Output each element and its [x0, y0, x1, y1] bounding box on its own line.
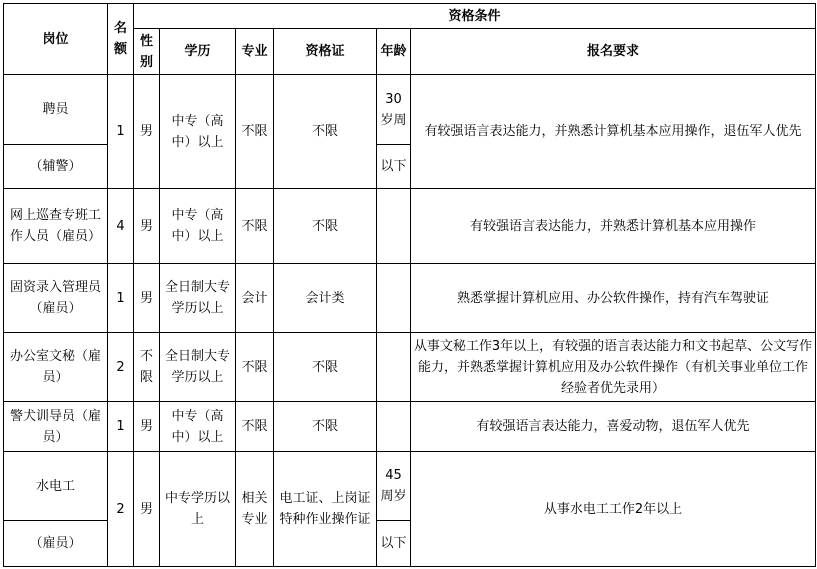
- post-cell: 固资录入管理员（雇员）: [4, 264, 108, 333]
- header-age: 年龄: [377, 29, 411, 75]
- post-cell: 警犬训导员（雇员）: [4, 402, 108, 452]
- post-cell: （雇员）: [4, 521, 108, 567]
- major-cell: 不限: [236, 402, 274, 452]
- gender-cell: 不限: [134, 333, 160, 402]
- education-cell: 中专学历以上: [160, 452, 236, 567]
- post-cell: 水电工: [4, 452, 108, 521]
- header-requirements: 报名要求: [411, 29, 816, 75]
- quota-cell: 1: [108, 264, 134, 333]
- age-cell: [377, 333, 411, 402]
- gender-cell: 男: [134, 452, 160, 567]
- gender-cell: 男: [134, 75, 160, 189]
- requirements-cell: 熟悉掌握计算机应用、办公软件操作，持有汽车驾驶证: [411, 264, 816, 333]
- quota-cell: 2: [108, 452, 134, 567]
- header-qualifications: 资格条件: [134, 4, 816, 29]
- age-cell: 30岁周: [377, 75, 411, 145]
- header-certificate: 资格证: [274, 29, 377, 75]
- education-cell: 中专（高中）以上: [160, 189, 236, 264]
- requirements-cell: 有较强语言表达能力，喜爱动物，退伍军人优先: [411, 402, 816, 452]
- header-education: 学历: [160, 29, 236, 75]
- age-cell: [377, 264, 411, 333]
- header-major: 专业: [236, 29, 274, 75]
- quota-cell: 1: [108, 75, 134, 189]
- major-cell: 不限: [236, 189, 274, 264]
- gender-cell: 男: [134, 402, 160, 452]
- recruitment-table: [3, 3, 816, 567]
- age-cell: 以下: [377, 145, 411, 189]
- gender-cell: 男: [134, 264, 160, 333]
- requirements-cell: 有较强语言表达能力，并熟悉计算机基本应用操作，退伍军人优先: [411, 75, 816, 189]
- age-cell: 45周岁: [377, 452, 411, 521]
- gender-cell: 男: [134, 189, 160, 264]
- certificate-cell: 不限: [274, 189, 377, 264]
- certificate-cell: 会计类: [274, 264, 377, 333]
- certificate-cell: 电工证、上岗证特种作业操作证: [274, 452, 377, 567]
- quota-cell: 4: [108, 189, 134, 264]
- age-cell: 以下: [377, 521, 411, 567]
- certificate-cell: 不限: [274, 75, 377, 189]
- education-cell: 全日制大专学历以上: [160, 264, 236, 333]
- major-cell: 不限: [236, 75, 274, 189]
- education-cell: 中专（高中）以上: [160, 75, 236, 189]
- certificate-cell: 不限: [274, 402, 377, 452]
- major-cell: 会计: [236, 264, 274, 333]
- post-cell: （辅警）: [4, 145, 108, 189]
- education-cell: 中专（高中）以上: [160, 402, 236, 452]
- age-cell: [377, 402, 411, 452]
- age-cell: [377, 189, 411, 264]
- post-cell: 办公室文秘（雇员）: [4, 333, 108, 402]
- header-gender: 性别: [134, 29, 160, 75]
- post-cell: 聘员: [4, 75, 108, 145]
- post-cell: 网上巡查专班工作人员（雇员）: [4, 189, 108, 264]
- requirements-cell: 从事水电工工作2年以上: [411, 452, 816, 567]
- requirements-cell: 从事文秘工作3年以上，有较强的语言表达能力和文书起草、公文写作能力，并熟悉掌握计算机应用及办公软件操作（有机关事业单位工作经验者优先录用）: [411, 333, 816, 402]
- certificate-cell: 不限: [274, 333, 377, 402]
- requirements-cell: 有较强语言表达能力，并熟悉计算机基本应用操作: [411, 189, 816, 264]
- quota-cell: 1: [108, 402, 134, 452]
- education-cell: 全日制大专学历以上: [160, 333, 236, 402]
- major-cell: 不限: [236, 333, 274, 402]
- header-quota: 名额: [108, 4, 134, 75]
- header-post: 岗位: [4, 4, 108, 75]
- major-cell: 相关专业: [236, 452, 274, 567]
- quota-cell: 2: [108, 333, 134, 402]
